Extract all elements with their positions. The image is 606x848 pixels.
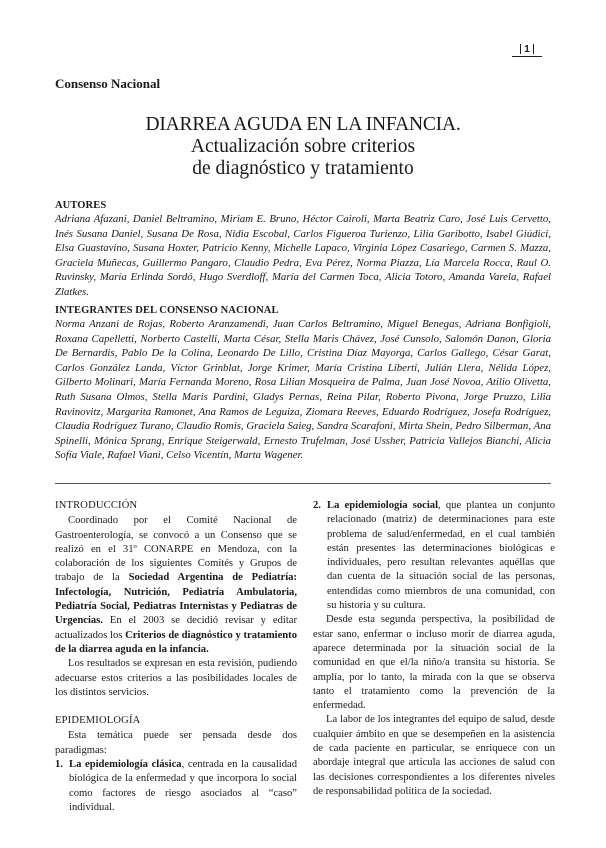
article-title: [55, 114, 551, 180]
title-line-1: DIARREA AGUDA EN LA INFANCIA.: [145, 114, 461, 135]
members-heading: INTEGRANTES DEL CONSENSO NACIONAL: [55, 305, 279, 316]
section-divider: [55, 483, 551, 484]
title-line-3: de diagnóstico y tratamiento: [192, 158, 414, 179]
members-list: Norma Anzani de Rojas, Roberto Aranzamendi, Juan Carlos Beltramino, Miguel Benegas, Adriana Bonfigioli, Roxana Capelletti, Norberto Castelli, Marta César, Stella Maris Chávez, José Cunsolo, Salomón Danon, Gloria De Bernardis, Pablo De la Colina, Leonardo De Lillo, Cristina Díaz Mayorga, Carlos Gallego, César Garat, Carlos González Landa, Víctor Grinblat, Jorge Krimer, María Cristina Liberti, Julián Llera, Nélida López, Gilberto Molinari, María Fernanda Moreno, Rosa Lilian Mosqueira de Palma, Juan José Novoa, Atilio Olivetta, Ruth Susana Olmos, Stella Maris Pardini, Gladys Pernas, Reina Pilar, Roberto Pivona, Jorge Pruzzo, Lilia Ravinovitz, Margarita Ramonet, Ana Ramos de Leguiza, Ziomara Reeves, Eduardo Rodríguez, Josefa Rodríguez, Claudia Rodríguez Turano, Claudio Romis, Graciela Saieg, Sandra Scarafoni, Mirta Shein, Pedro Silberman, Ana Spinelli, Mónica Sprang, Enrique Steigerwald, Ernesto Trufelman, José Ussher, Patricia Vallejos Bianchi, Alicia Sofía Viale, Rafael Viani, Celso Vicentín, Marta Wagener.: [55, 318, 551, 462]
epidemiologia-heading: EPIDEMIOLOGÍA: [55, 715, 141, 727]
page-number: 1: [512, 44, 542, 57]
members-section: [55, 304, 551, 463]
list-item: 1. La epidemiología clásica, centrada en la causalidad biológica de la enfermedad y que incorpora lo social como factores de riesgo asociados al “caso” individual.: [55, 759, 298, 813]
authors-section: [55, 199, 551, 300]
section-label: Consenso Nacional: [55, 76, 161, 91]
authors-heading: AUTORES: [55, 200, 107, 211]
authors-list: Adriana Afazani, Daniel Beltramino, Miriam E. Bruno, Héctor Cairoli, Marta Beatriz Caro, José Luis Cervetto, Inés Susana Daniel, Susana De Rosa, Nidia Escobal, Carlos Figueroa Turienzo, Lilia Garibotto, Isabel Giúdici, Elsa Guastavino, Susana Hoxter, Patricio Kenny, Michelle Lapaco, Virginia López Casariego, Carmen S. Mazza, Graciela Muñecas, Guillermo Pangaro, Claudio Pedra, Eva Pérez, Norma Piazza, Lía Marcela Rocca, Raul O. Ruvinsky, María Erlinda Sordó, Hugo Sverdloff, María del Carmen Toca, Alicia Totoro, Amanda Varela, Rafael Zlatkes.: [55, 213, 551, 298]
epidemiologia-paragraph-labor: La labor de los integrantes del equipo de salud, desde cualquier ámbito en que se desempeñen en la asistencia de cada paciente en particular, se enriquece con un abordaje integral que articula las acciones de salud con las decisiones correspondientes a los diferentes niveles de responsabilidad política de la sociedad.: [313, 714, 555, 797]
right-column: [313, 499, 555, 799]
epidemiologia-intro: Esta temática puede ser pensada desde dos paradigmas:: [55, 730, 297, 756]
left-column: [55, 499, 297, 815]
introduccion-paragraph-2: Los resultados se expresan en esta revisión, pudiendo adecuarse estos criterios a las posibilidades locales de los distintos servicios.: [55, 658, 297, 698]
introduccion-heading: INTRODUCCIÓN: [55, 500, 138, 511]
introduccion-paragraph-1: Coordinado por el Comité Nacional de Gastroenterología, se convocó a un Consenso que se realizó en el 31º CONARPE en Mendoza, con la colaboración de los siguientes Comités y Grupos de trabajo de la Sociedad Argentina de Pediatría: Infectología, Nutrición, Pediatría Ambulatoria, Pediatría Social, Pediatras Internistas y Pediatras de Urgencias. En el 2003 se decidió revisar y editar actualizados los Criterios de diagnóstico y tratamiento de la diarrea aguda en la infancia.: [55, 515, 298, 655]
title-line-2: Actualización sobre criterios: [190, 136, 416, 157]
epidemiologia-paragraph-desde: Desde esta segunda perspectiva, la posibilidad de estar sano, enfermar o incluso morir de diarrea aguda, aparece determinada por la situación social de la comunidad en que el/la niño/a transita su historia. Se amplía, por lo tanto, la mirada con la que se observa tanto el tratamiento como la prevención de la enfermedad.: [313, 614, 555, 712]
list-item: 2. La epidemiología social, que plantea un conjunto relacionado (matriz) de determinaciones para este problema de salud/enfermedad, en el cual también están presentes las determinaciones biológicas e individuales, pero resultan relevantes aquéllas que dan cuenta de la situación social de las personas, entendidas como miembros de una comunidad, con su historia y su cultura.: [313, 500, 555, 612]
